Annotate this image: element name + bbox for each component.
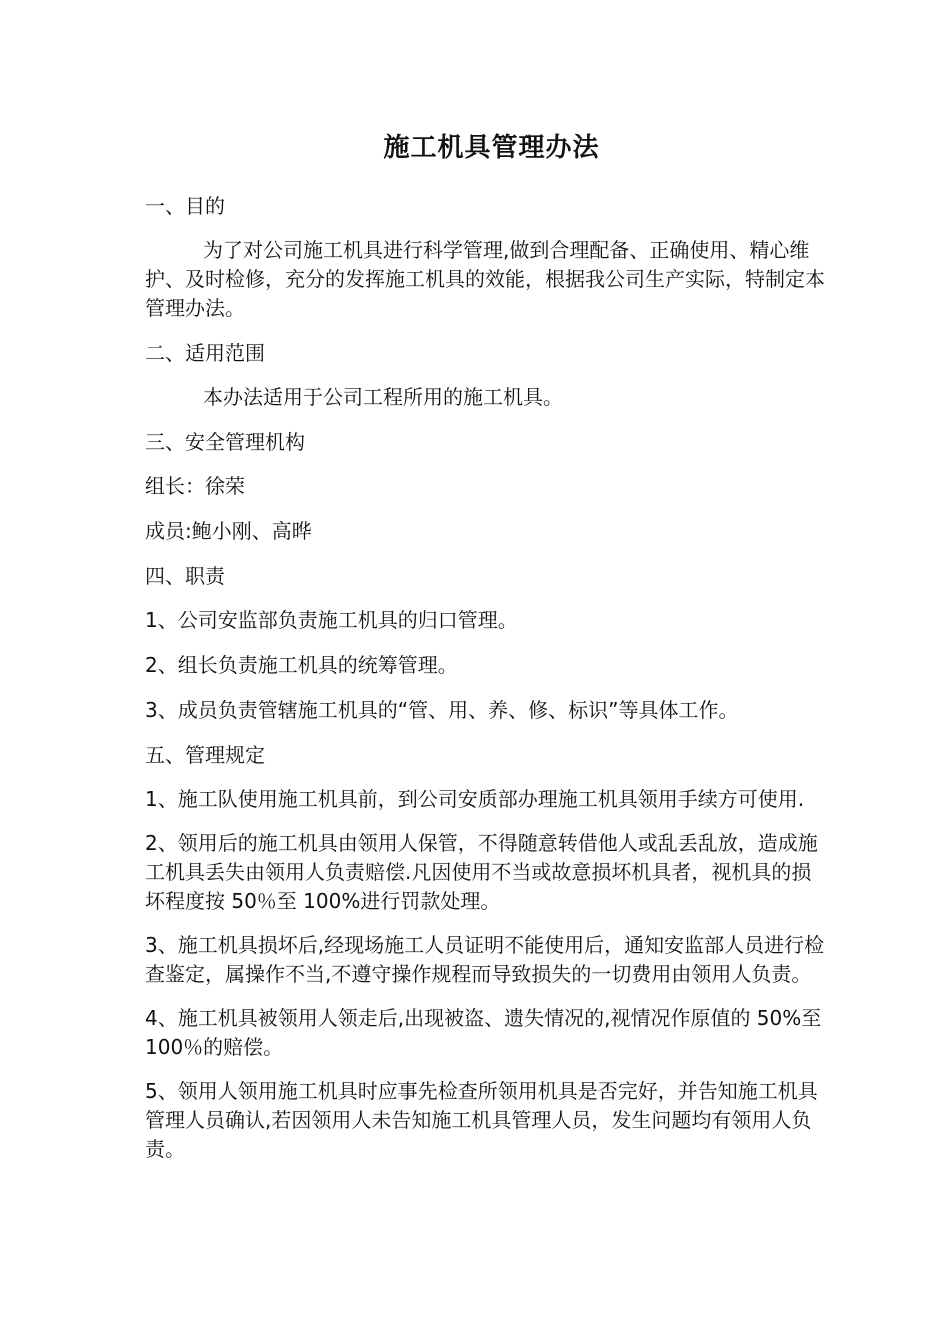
rule-item-1: 1、施工队使用施工机具前，到公司安质部办理施工机具领用手续方可使用. [145,787,805,811]
org-members: 成员:鲍小刚、高晔 [145,519,312,543]
rule-item-2: 2、领用后的施工机具由领用人保管，不得随意转借他人或乱丢乱放，造成施工机具丢失由领用人负责赔偿.凡因使用不当或故意损坏机具者，视机具的损坏程度按 50％至 100%进行罚款处理。 [145,831,818,913]
document-title: 施工机具管理办法 [383,133,600,163]
section-purpose-text: 为了对公司施工机具进行科学管理,做到合理配备、正确使用、精心维护、及时检修，充分的发挥施工机具的效能，根据我公司生产实际，特制定本管理办法。 [145,238,825,320]
rule-item-5: 5、领用人领用施工机具时应事先检查所领用机具是否完好，并告知施工机具管理人员确认,若因领用人未告知施工机具管理人员，发生问题均有领用人负责。 [145,1079,818,1161]
document-body [145,128,825,1179]
section-scope-heading: 二、适用范围 [145,341,265,365]
org-leader: 组长：徐荣 [145,474,245,498]
duty-item-3: 3、成员负责管辖施工机具的“管、用、养、修、标识”等具体工作。 [145,698,739,722]
section-duty-heading: 四、职责 [145,564,225,588]
section-purpose-heading: 一、目的 [145,194,225,218]
rule-item-3: 3、施工机具损坏后,经现场施工人员证明不能使用后，通知安监部人员进行检查鉴定，属操作不当,不遵守操作规程而导致损失的一切费用由领用人负责。 [145,933,825,986]
section-org-heading: 三、安全管理机构 [145,430,305,454]
section-rules-heading: 五、管理规定 [145,743,265,767]
rule-item-4: 4、施工机具被领用人领走后,出现被盗、遗失情况的,视情况作原值的 50%至 100％的赔偿。 [145,1006,822,1059]
duty-item-1: 1、公司安监部负责施工机具的归口管理。 [145,608,518,632]
duty-item-2: 2、组长负责施工机具的统筹管理。 [145,653,458,677]
section-scope-text: 本办法适用于公司工程所用的施工机具。 [203,385,563,409]
